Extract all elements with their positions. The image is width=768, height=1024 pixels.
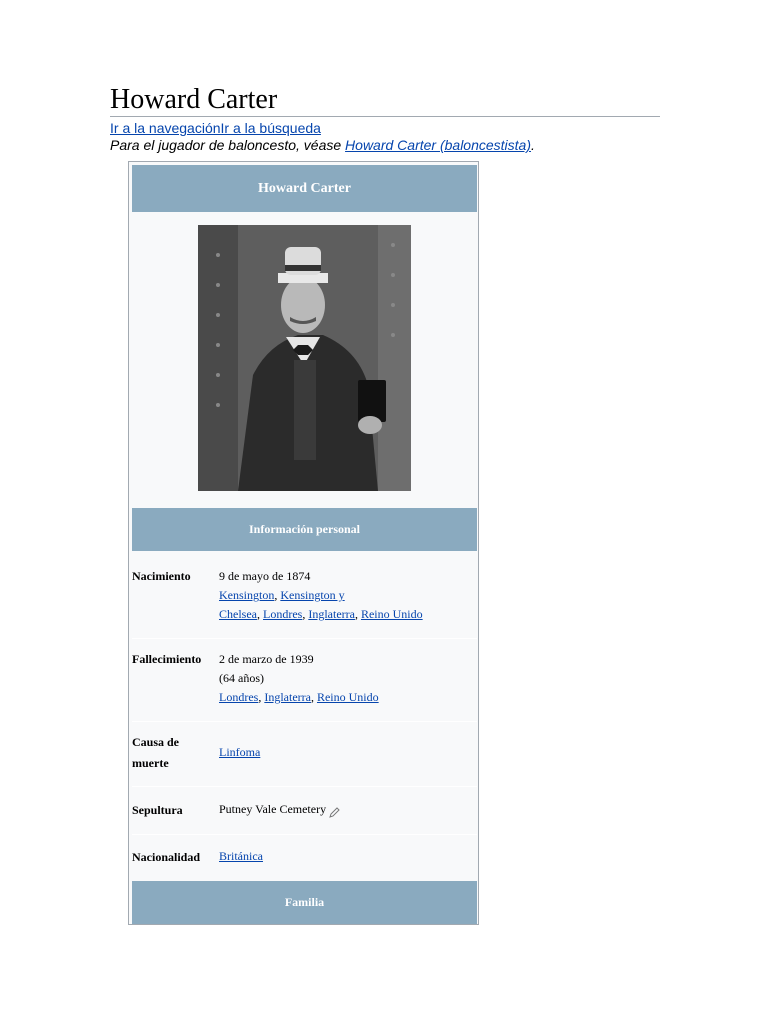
value-causa-de-muerte	[219, 743, 459, 762]
link-londres[interactable]: Londres	[263, 607, 303, 621]
birth-place-line-2: Chelsea, Londres, Inglaterra, Reino Unido	[219, 607, 423, 621]
label-causa-de-muerte	[132, 732, 216, 774]
jump-to-search-link[interactable]: Ir a la búsqueda	[220, 120, 321, 136]
page-title: Howard Carter	[110, 84, 660, 117]
link-britanica[interactable]: Británica	[219, 849, 263, 863]
row-divider	[132, 834, 477, 835]
hatnote-link[interactable]: Howard Carter (baloncestista)	[345, 137, 532, 153]
label-sepultura: Sepultura	[132, 803, 183, 817]
link-reino-unido[interactable]: Reino Unido	[360, 607, 423, 621]
link-inglaterra[interactable]: Inglaterra	[308, 607, 355, 621]
portrait-illustration	[198, 225, 411, 491]
value-nacionalidad	[219, 847, 459, 866]
edit-pencil-icon[interactable]	[329, 805, 340, 816]
birth-place-line-1: Kensington, Kensington y	[219, 588, 345, 602]
hatnote-prefix: Para el jugador de baloncesto, véase	[110, 137, 346, 153]
value-nacimiento	[219, 567, 459, 624]
link-londres[interactable]: Londres	[219, 690, 259, 704]
link-kensington-y-chelsea-a[interactable]: Kensington y	[280, 588, 345, 602]
portrait-photo[interactable]	[198, 225, 411, 491]
death-date: 2 de marzo de 1939	[219, 652, 314, 666]
label-nacimiento: Nacimiento	[132, 569, 191, 583]
label-causa-line-2: muerte	[132, 756, 169, 770]
section-header-personal: Información personal	[132, 508, 477, 551]
death-place: Londres, Inglaterra, Reino Unido	[219, 690, 379, 704]
link-reino-unido[interactable]: Reino Unido	[316, 690, 379, 704]
row-divider	[132, 638, 477, 639]
row-divider	[132, 786, 477, 787]
link-kensington[interactable]: Kensington	[219, 588, 275, 602]
label-causa-line-1: Causa de	[132, 735, 180, 749]
link-inglaterra[interactable]: Inglaterra	[264, 690, 311, 704]
death-age: (64 años)	[219, 671, 264, 685]
label-fallecimiento: Fallecimiento	[132, 652, 202, 666]
jump-links	[110, 120, 321, 136]
infobox	[128, 161, 479, 925]
label-nacionalidad: Nacionalidad	[132, 850, 201, 864]
sepultura-text: Putney Vale Cemetery	[219, 802, 327, 816]
infobox-title: Howard Carter	[132, 165, 477, 212]
section-header-familia: Familia	[132, 881, 477, 924]
hatnote-suffix: .	[531, 137, 535, 153]
link-linfoma[interactable]: Linfoma	[219, 745, 261, 759]
value-fallecimiento	[219, 650, 459, 707]
birth-date: 9 de mayo de 1874	[219, 569, 311, 583]
hatnote	[110, 137, 535, 153]
value-sepultura	[219, 800, 459, 819]
jump-to-navigation-link[interactable]: Ir a la navegación	[110, 120, 221, 136]
link-kensington-y-chelsea-b[interactable]: Chelsea	[219, 607, 257, 621]
row-divider	[132, 721, 477, 722]
